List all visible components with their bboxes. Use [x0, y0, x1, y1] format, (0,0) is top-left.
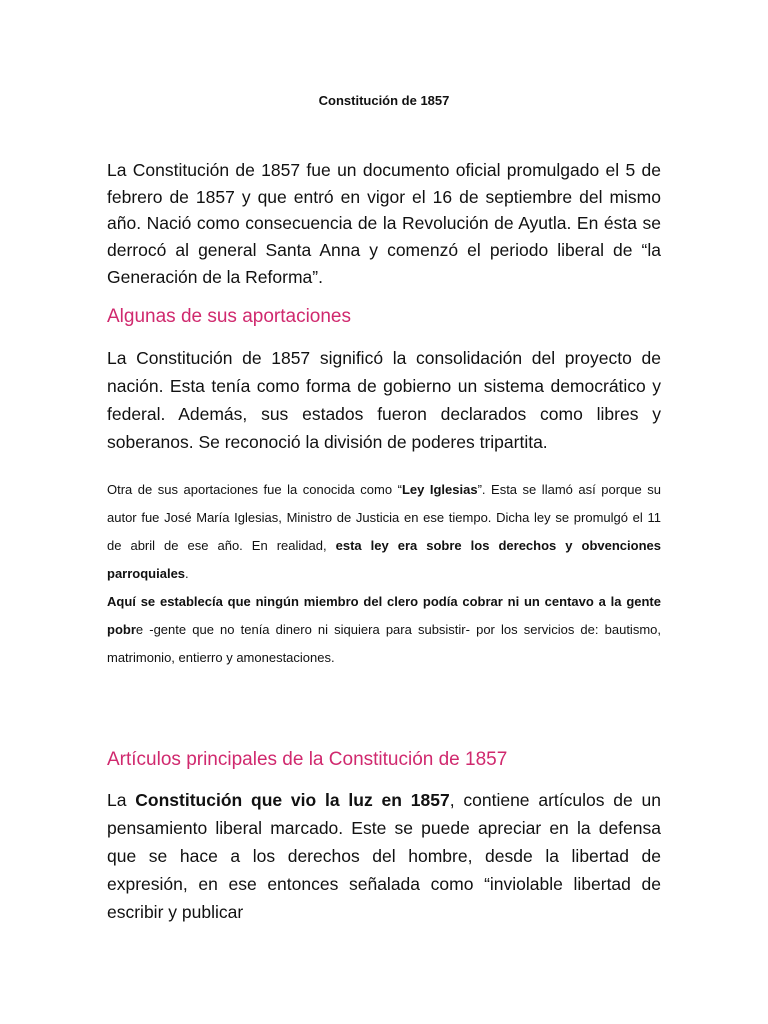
text-run: e -gente que no tenía dinero ni siquiera para subsistir- por los servicios de: bautismo, matrimonio, entierro y amonestaciones.	[107, 622, 661, 665]
text-run: .	[185, 566, 189, 581]
bold-text-run: Ley Iglesias	[401, 482, 478, 497]
ley-iglesias-paragraph	[107, 476, 661, 672]
section-heading-articulos: Artículos principales de la Constitución de 1857	[107, 749, 508, 770]
text-run: ”. Esta se llamó así porque su autor fue José María Iglesias, Ministro de Justicia en ese tiempo. Dicha ley se promulgó el 11 de abril de ese año. En realidad,	[107, 482, 661, 553]
text-run: , contiene artículos de un pensamiento liberal marcado. Este se puede apreciar en la defensa que se hace a los derechos del hombre, desde la libertad de expresión, en ese entonces señalada como “inviolable libertad de escribir y publicar	[107, 790, 662, 922]
text-run: La	[107, 790, 136, 810]
intro-paragraph: La Constitución de 1857 fue un documento oficial promulgado el 5 de febrero de 1857 y que entró en vigor el 16 de septiembre del mismo año. Nació como consecuencia de la Revolución de Ayutla. En ésta se derrocó al general Santa Anna y comenzó el periodo liberal de “la Generación de la Reforma”.	[107, 160, 661, 287]
bold-text-run: Aquí se establecía que ningún miembro del clero podía cobrar ni un centavo a la gente pobr	[107, 594, 661, 637]
text-run: Otra de sus aportaciones fue la conocida como “	[107, 482, 402, 497]
bold-text-run: Constitución que vio la luz en 1857	[135, 790, 450, 810]
aportaciones-paragraph: La Constitución de 1857 significó la consolidación del proyecto de nación. Esta tenía como forma de gobierno un sistema democrático y federal. Además, sus estados fueron declarados como libres y soberanos. Se reconoció la división de poderes tripartita.	[107, 348, 661, 452]
document-title: Constitución de 1857	[318, 93, 450, 108]
articulos-paragraph	[107, 786, 661, 926]
section-heading-aportaciones: Algunas de sus aportaciones	[107, 306, 351, 327]
bold-text-run: esta ley era sobre los derechos y obvenciones parroquiales	[107, 538, 661, 581]
